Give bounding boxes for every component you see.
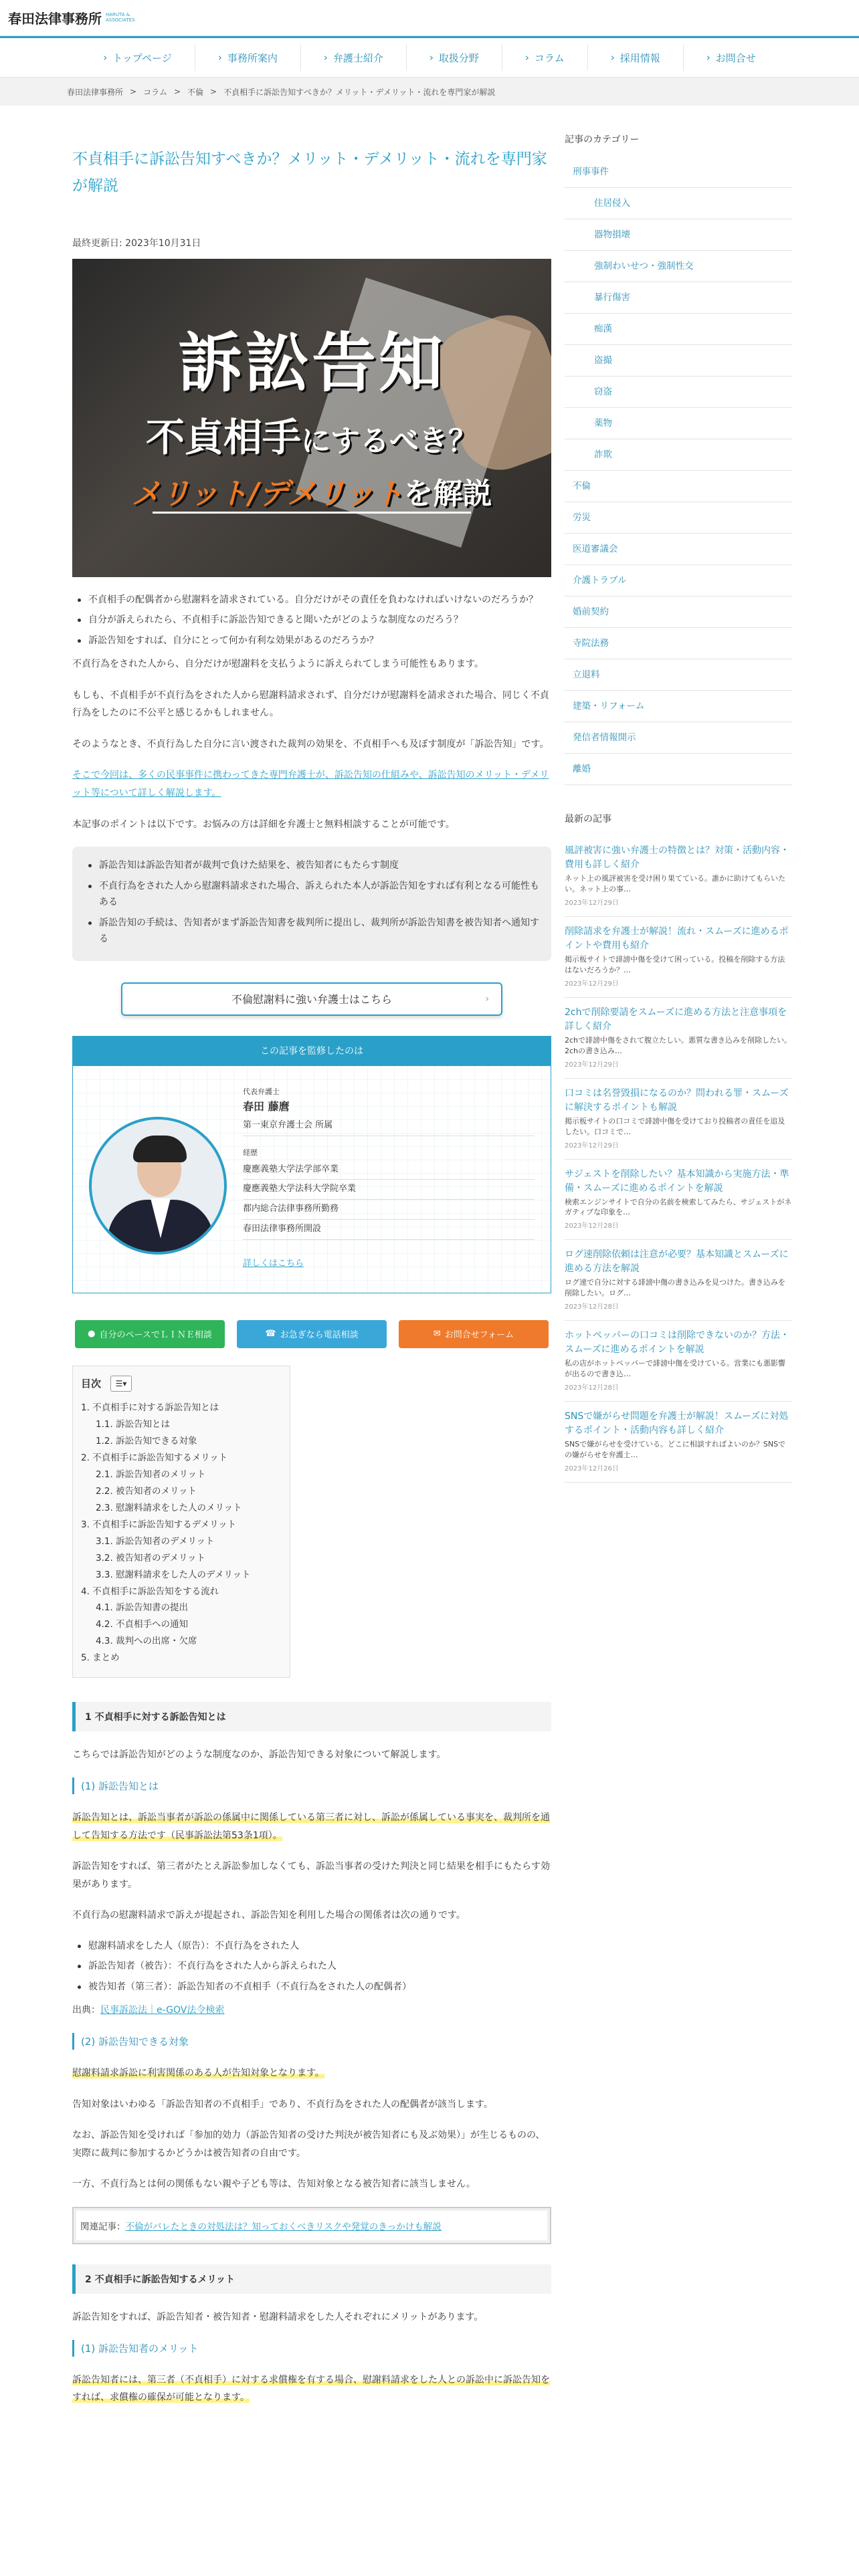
toc-item[interactable]: 1.2. 訴訟告知できる対象: [96, 1435, 197, 1446]
source-link[interactable]: 民事訴訟法｜e-GOV法令検索: [100, 2005, 225, 2016]
paragraph: なお、訴訟告知を受ければ「参加的効力（訴訟告知者の受けた判決が被告知者にも及ぶ効果）」が生じるものの、実際に裁判に参加するかどうかは被告知者の自由です。: [72, 2130, 545, 2159]
recent-post: [565, 1240, 792, 1321]
recent-post-excerpt: ネット上の風評被害を受け困り果てている。誰かに助けてもらいたい。ネット上の事…: [565, 874, 785, 893]
sidebar-category-item[interactable]: 不倫: [565, 471, 792, 502]
paragraph: こちらでは訴訟告知がどのような制度なのか、訴訟告知できる対象について解説します。: [72, 1749, 446, 1761]
recent-post-title[interactable]: サジェストを削除したい？基本知識から実施方法・準備・スムーズに進めるポイントを解説: [565, 1168, 789, 1194]
chevron-right-icon: ›: [485, 993, 489, 1004]
new-posts-heading: 最新の記事: [565, 814, 611, 825]
toc-item[interactable]: 4.2. 不貞相手への通知: [96, 1619, 189, 1630]
breadcrumb-sep: >: [173, 87, 181, 96]
list-item: 自分が訴えられたら、不貞相手に訴訟告知できると聞いたがどのような制度なのだろう？: [72, 612, 551, 629]
updated-date: 最終更新日: 2023年10月31日: [72, 237, 201, 249]
section-heading: 1 不貞相手に対する訴訟告知とは: [72, 1702, 551, 1731]
toc-item[interactable]: 3.2. 被告知者のデメリット: [96, 1552, 205, 1564]
paragraph: 慰謝料請求訴訟に利害関係のある人が告知対象となります。: [72, 2068, 324, 2078]
paragraph: 不貞行為の慰謝料請求で訴えが提起され、訴訟告知を利用した場合の関係者は次の通りです。: [72, 1910, 466, 1921]
toc-item[interactable]: 2. 不貞相手に訴訟告知するメリット: [81, 1452, 228, 1463]
sidebar-category-item[interactable]: 建築・リフォーム: [565, 691, 792, 722]
recent-post: [565, 917, 792, 998]
sidebar-category-item[interactable]: 住居侵入: [565, 188, 792, 219]
career-item: 都内総合法律事務所勤務: [243, 1200, 535, 1220]
nav-office[interactable]: › 事務所案内: [195, 44, 300, 71]
supervisor-card: [72, 1036, 551, 1293]
career-label: 経歴: [243, 1148, 258, 1157]
chevron-right-icon: ›: [610, 51, 615, 64]
related-article: 関連記事：不倫がバレたときの対処法は？知っておくべきリスクや発覚のきっかけも解説: [72, 2207, 551, 2244]
logo-subtext: HARUTA & ASSOCIATES: [106, 11, 135, 23]
nav-contact[interactable]: › お問合せ: [683, 44, 779, 71]
toc-item[interactable]: 2.2. 被告知者のメリット: [96, 1485, 197, 1497]
paragraph: 訴訟告知者には、第三者（不貞相手）に対する求償権を有する場合、慰謝料請求をした人との訴訟中に訴訟告知をすれば、求償権の確保が可能となります。: [72, 2374, 550, 2403]
breadcrumb-sep: >: [130, 87, 137, 96]
list-item: 不貞行為をされた人から慰謝料請求された場合、訴えられた本人が訴訟告知をすれば有利となる可能性もある: [83, 878, 541, 911]
chevron-right-icon: ›: [429, 51, 434, 64]
nav-column[interactable]: › コラム: [502, 44, 587, 71]
sidebar-category-item[interactable]: 寺院法務: [565, 628, 792, 659]
chat-icon: ●: [88, 1329, 96, 1339]
table-of-contents: [72, 1366, 290, 1679]
paragraph: 告知対象はいわゆる「訴訟告知者の不貞相手」であり、不貞行為をされた人の配偶者が該当します。: [72, 2099, 493, 2110]
sidebar-category-item[interactable]: 婚前契約: [565, 597, 792, 628]
recent-post-title[interactable]: 口コミは名誉毀損になるのか？問われる罪・スムーズに解決するポイントも解説: [565, 1087, 789, 1113]
career-item: 慶應義塾大学法学部卒業: [243, 1160, 535, 1180]
phone-consult-button[interactable]: ☎ お急ぎなら電話相談: [237, 1320, 387, 1348]
recent-post-date: 2023年12月29日: [565, 1142, 619, 1150]
list-item: 慰謝料請求をした人（原告）：不貞行為をされた人: [72, 1938, 551, 1955]
sidebar-category-item[interactable]: 介護トラブル: [565, 565, 792, 597]
paragraph: 訴訟告知をすれば、訴訟告知者・被告知者・慰謝料請求をした人それぞれにメリットがあります。: [72, 2311, 484, 2323]
toc-item[interactable]: 3.3. 慰謝料請求をした人のデメリット: [96, 1569, 251, 1580]
recent-post-date: 2023年12月28日: [565, 1222, 619, 1230]
nav-practice[interactable]: › 取扱分野: [406, 44, 502, 71]
recent-post-excerpt: 2chで誹謗中傷をされて腹立たしい。悪質な書き込みを削除したい。2chの書き込み…: [565, 1035, 792, 1055]
sidebar-category-item[interactable]: 刑事事件: [565, 156, 792, 188]
list-item: 不貞相手の配偶者から慰謝料を請求されている。自分だけがその責任を負わなければいけないのだろうか？: [72, 592, 551, 609]
hero-image: [72, 259, 551, 577]
intro-list: [72, 592, 551, 649]
supervisor-more-link[interactable]: 詳しくはこちら: [243, 1258, 304, 1269]
contact-buttons: [72, 1320, 551, 1348]
recent-post-date: 2023年12月28日: [565, 1384, 619, 1392]
toc-item[interactable]: 2.3. 慰謝料請求をした人のメリット: [96, 1502, 242, 1513]
supervisor-role: 代表弁護士: [243, 1087, 280, 1096]
breadcrumb-column[interactable]: コラム: [143, 87, 167, 97]
category-heading: 記事のカテゴリー: [565, 134, 640, 145]
contact-form-button[interactable]: ✉ お問合せフォーム: [399, 1320, 549, 1348]
phone-icon: ☎: [265, 1329, 276, 1339]
list-item: 被告知者（第三者）：訴訟告知者の不貞相手（不貞行為をされた人の配偶者）: [72, 1979, 551, 1996]
paragraph: 一方、不貞行為とは何の関係もない親や子ども等は、告知対象となる被告知者に該当しません。: [72, 2179, 476, 2190]
recent-post-title[interactable]: ログ速削除依頼は注意が必要？基本知識とスムーズに進める方法を解説: [565, 1249, 789, 1275]
recent-post-date: 2023年12月29日: [565, 899, 619, 907]
sidebar: [565, 106, 792, 2420]
hero-line1: 訴訟告知: [178, 324, 446, 401]
logo-text: 春田法律事務所: [8, 11, 102, 27]
sidebar-category-item[interactable]: 薬物: [565, 408, 792, 439]
paragraph: 本記事のポイントは以下です。お悩みの方は詳細を弁護士と無料相談することが可能です。: [72, 819, 455, 830]
sidebar-category-item[interactable]: 器物損壊: [565, 219, 792, 251]
recent-post: [565, 1321, 792, 1402]
sidebar-category-item[interactable]: 立退料: [565, 659, 792, 691]
avatar: [89, 1117, 227, 1255]
list-item: 訴訟告知は訴訟告知者が裁判で負けた結果を、被告知者にもたらす制度: [83, 857, 541, 874]
subsection-heading: (1) 訴訟告知者のメリット: [72, 2340, 551, 2357]
nav-top[interactable]: › トップページ: [103, 51, 172, 64]
chevron-right-icon: ›: [103, 51, 108, 64]
site-logo[interactable]: [8, 8, 146, 27]
sidebar-category-item[interactable]: 労災: [565, 502, 792, 534]
party-list: [72, 1938, 551, 1996]
list-item: 訴訟告知者（被告）：不貞行為をされた人から訴えられた人: [72, 1958, 551, 1975]
supervisor-name: 春田 藤麿: [243, 1099, 290, 1113]
toc-item[interactable]: 1. 不貞相手に対する訴訟告知とは: [81, 1402, 219, 1413]
recent-post-date: 2023年12月29日: [565, 1061, 619, 1069]
breadcrumb-sep: >: [210, 87, 217, 96]
section-heading: 2 不貞相手に訴訟告知するメリット: [72, 2264, 551, 2294]
recent-post-excerpt: SNSで嫌がらせを受けている。どこに相談すればよいのか？SNSでの嫌がらせを弁護士…: [565, 1440, 786, 1460]
site-header: [0, 0, 859, 36]
toc-item[interactable]: 4.1. 訴訟告知書の提出: [96, 1602, 189, 1614]
recent-post-date: 2023年12月29日: [565, 980, 619, 988]
sidebar-category-item[interactable]: 暴行傷害: [565, 282, 792, 314]
toc-title: 目次: [81, 1378, 102, 1390]
chevron-right-icon: ›: [524, 51, 529, 64]
breadcrumb-current: 不貞相手に訴訟告知すべきか？メリット・デメリット・流れを専門家が解説: [223, 87, 496, 97]
recent-post-title[interactable]: 2chで削除要請をスムーズに進める方法と注意事項を詳しく紹介: [565, 1006, 787, 1032]
sidebar-category-item[interactable]: 離婚: [565, 754, 792, 785]
toc-item[interactable]: 1.1. 訴訟告知とは: [96, 1418, 171, 1430]
nav-lawyers[interactable]: › 弁護士紹介: [300, 44, 406, 71]
lawyer-cta-button[interactable]: 不倫慰謝料に強い弁護士はこちら ›: [121, 982, 502, 1016]
intro-link[interactable]: そこで今回は、多くの民事事件に携わってきた専門弁護士が、訴訟告知の仕組みや、訴訟告知のメリット・デメリット等について詳しく解説します。: [72, 770, 549, 798]
breadcrumb-category[interactable]: 不倫: [187, 87, 204, 97]
recent-post-date: 2023年12月28日: [565, 1303, 619, 1311]
sidebar-category-item[interactable]: 医道審議会: [565, 534, 792, 565]
toc-toggle-icon[interactable]: ☰▾: [110, 1376, 132, 1392]
career-item: 慶應義塾大学法科大学院卒業: [243, 1180, 535, 1200]
toc-item[interactable]: 5. まとめ: [81, 1652, 120, 1664]
chevron-right-icon: ›: [323, 51, 328, 64]
list-item: 訴訟告知をすれば、自分にとって何か有利な効果があるのだろうか？: [72, 633, 551, 649]
recent-post: [565, 1402, 792, 1483]
paragraph: 不貞行為をされた人から、自分だけが慰謝料を支払うように訴えられてしまう可能性もあります。: [72, 659, 484, 669]
list-item: 訴訟告知の手続は、告知者がまず訴訟告知書を裁判所に提出し、裁判所が訴訟告知書を被告知者へ通知する: [83, 915, 541, 948]
sidebar-category-item[interactable]: 発信者情報開示: [565, 722, 792, 754]
paragraph: そのようなとき、不貞行為した自分に言い渡された裁判の効果を、不貞相手へも及ぼす制度が「訴訟告知」です。: [72, 738, 549, 750]
recent-post: [565, 836, 792, 917]
subsection-heading: (2) 訴訟告知できる対象: [72, 2033, 551, 2050]
global-nav: [0, 36, 859, 78]
toc-item[interactable]: 4. 不貞相手に訴訟告知をする流れ: [81, 1586, 219, 1597]
recent-post-excerpt: 掲示板サイトの口コミで誹謗中傷を受けており投稿者の責任を追及したい。口コミで…: [565, 1116, 785, 1136]
supervisor-org: 第一東京弁護士会 所属: [243, 1117, 535, 1136]
sidebar-category-item[interactable]: 痴漢: [565, 314, 792, 345]
toc-item[interactable]: 4.3. 裁判への出席・欠席: [96, 1636, 197, 1647]
recent-post-title[interactable]: ホットペッパーの口コミは削除できないのか？方法・スムーズに進めるポイントを解説: [565, 1330, 789, 1356]
chevron-right-icon: ›: [706, 51, 710, 64]
career-item: 春田法律事務所開設: [243, 1220, 535, 1240]
recent-post-title[interactable]: 削除請求を弁護士が解説！流れ・スムーズに進めるポイントや費用も紹介: [565, 926, 789, 951]
paragraph: 訴訟告知とは、訴訟当事者が訴訟の係属中に関係している第三者に対し、訴訟が係属している事実を、裁判所を通して告知する方法です（民事訴訟法第53条1項）。: [72, 1812, 550, 1841]
hero-line3: メリット/デメリットを解説: [131, 476, 492, 511]
source: 出典：民事訴訟法｜e-GOV法令検索: [72, 2005, 225, 2016]
toc-item[interactable]: 3.1. 訴訟告知者のデメリット: [96, 1535, 215, 1547]
related-article-link[interactable]: 不倫がバレたときの対処法は？知っておくべきリスクや発覚のきっかけも解説: [125, 2221, 442, 2232]
article: [72, 106, 551, 2420]
sidebar-category-item[interactable]: 盗撮: [565, 345, 792, 377]
toc-item[interactable]: 2.1. 訴訟告知者のメリット: [96, 1469, 206, 1480]
recent-post-title[interactable]: SNSで嫌がらせ問題を弁護士が解説！スムーズに対処するポイント・活動内容も詳しく紹介: [565, 1411, 789, 1436]
toc-item[interactable]: 3. 不貞相手に訴訟告知するデメリット: [81, 1519, 237, 1530]
page-body: [0, 106, 859, 2420]
points-box: [72, 847, 551, 961]
recent-post-date: 2023年12月26日: [565, 1465, 619, 1473]
recent-post-excerpt: ログ速で自分に対する誹謗中傷の書き込みを見つけた。書き込みを削除したい。ログ…: [565, 1278, 785, 1298]
sidebar-category-item[interactable]: 窃盗: [565, 377, 792, 408]
line-consult-button[interactable]: ● 自分のペースでＬＩＮＥ相談: [75, 1320, 225, 1348]
recent-post-excerpt: 検索エンジンサイトで自分の名前を検索してみたら、サジェストがネガティブな印象を…: [565, 1197, 792, 1217]
chevron-right-icon: ›: [217, 51, 222, 64]
supervisor-heading: この記事を監修したのは: [73, 1037, 551, 1066]
recent-post: [565, 1079, 792, 1160]
page-title: 不貞相手に訴訟告知すべきか？メリット・デメリット・流れを専門家が解説: [72, 150, 547, 195]
nav-recruit[interactable]: › 採用情報: [587, 44, 683, 71]
mail-icon: ✉: [433, 1329, 441, 1339]
breadcrumb-home[interactable]: 春田法律事務所: [67, 87, 124, 97]
paragraph: もしも、不貞相手が不貞行為をされた人から慰謝料請求されず、自分だけが慰謝料を請求された場合、同じく不貞行為をしたのに不公平と感じるかもしれません。: [72, 689, 549, 719]
breadcrumb: [0, 78, 859, 106]
hero-line2: 不貞相手にするべき？: [145, 414, 478, 460]
recent-post-title[interactable]: 風評被害に強い弁護士の特徴とは？対策・活動内容・費用も詳しく紹介: [565, 845, 789, 870]
subsection-heading: (1) 訴訟告知とは: [72, 1778, 551, 1794]
recent-post: [565, 1160, 792, 1241]
recent-post: [565, 998, 792, 1079]
paragraph: 訴訟告知をすれば、第三者がたとえ訴訟参加しなくても、訴訟当事者の受けた判決と同じ結果を相手にもたらす効果があります。: [72, 1861, 550, 1890]
sidebar-category-item[interactable]: 詐欺: [565, 439, 792, 471]
sidebar-category-item[interactable]: 強制わいせつ・強制性交: [565, 251, 792, 282]
recent-post-excerpt: 掲示板サイトで誹謗中傷を受けて困っている。投稿を削除する方法はないだろうか？…: [565, 954, 785, 974]
recent-post-excerpt: 私の店がホットペッパーで誹謗中傷を受けている。営業にも悪影響が出るので書き込…: [565, 1359, 785, 1379]
